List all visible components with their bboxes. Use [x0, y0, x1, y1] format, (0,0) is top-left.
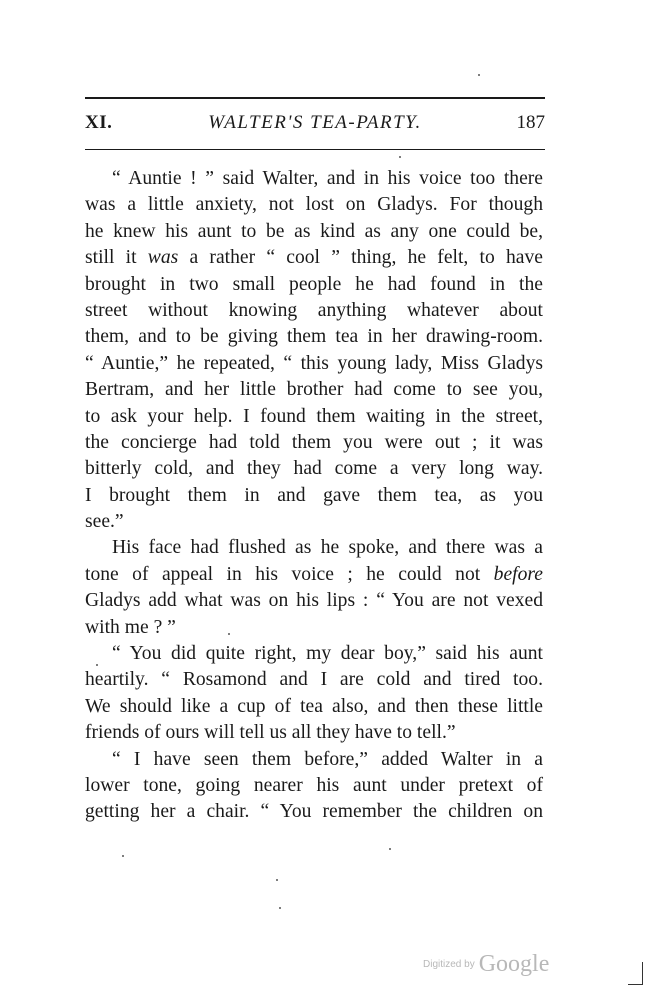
watermark-prefix: Digitized by — [423, 959, 475, 970]
emphasis-run: before — [493, 563, 543, 585]
google-logo: Google — [478, 951, 550, 977]
text-line: street without knowing anything whatever about — [85, 299, 543, 321]
text-line: lower tone, going nearer his aunt under pretext of — [85, 774, 543, 796]
text-line: “ You did quite right, my dear boy,” said his aunt — [112, 643, 543, 665]
text-line: We should like a cup of tea also, and then these little — [85, 695, 543, 717]
running-header — [85, 112, 545, 138]
text-line: heartily. “ Rosamond and I are cold and tired too. — [85, 669, 543, 691]
text-line: to ask your help. I found them waiting in the street, — [85, 405, 543, 427]
text-run: a rather “ cool ” thing, he felt, to have — [178, 247, 543, 269]
page-body — [85, 166, 543, 826]
scan-corner-mark — [628, 962, 643, 985]
text-line: see.” — [85, 511, 124, 533]
text-line: he knew his aunt to be as kind as any one could be, — [85, 220, 543, 242]
scan-speck — [96, 664, 98, 666]
text-line: them, and to be giving them tea in her drawing-room. — [85, 326, 543, 348]
text-line: “ I have seen them before,” added Walter in a — [112, 748, 543, 770]
scan-speck — [279, 907, 281, 909]
text-line — [85, 562, 543, 588]
digitized-by-google-watermark — [423, 951, 549, 981]
text-line: “ Auntie,” he repeated, “ this young lady, Miss Gladys — [85, 352, 543, 374]
emphasis-run: was — [147, 247, 179, 269]
scan-speck — [389, 848, 391, 850]
scan-speck — [399, 156, 401, 158]
scan-speck — [122, 855, 124, 857]
text-line: His face had flushed as he spoke, and there was a — [112, 537, 543, 559]
text-line: Bertram, and her little brother had come to see you, — [85, 379, 543, 401]
text-line: friends of ours will tell us all they have to tell.” — [85, 722, 456, 744]
page-number: 187 — [516, 112, 545, 133]
text-line — [85, 245, 543, 271]
scan-speck — [276, 879, 278, 881]
scan-speck — [478, 74, 480, 76]
text-line: was a little anxiety, not lost on Gladys. For though — [85, 194, 543, 216]
text-run: still it — [85, 247, 148, 269]
text-line: with me ? ” — [85, 616, 176, 638]
text-line: brought in two small people he had found in the — [85, 273, 543, 295]
text-line: the concierge had told them you were out ; it was — [85, 431, 543, 453]
running-title: WALTER'S TEA-PARTY. — [208, 112, 422, 133]
text-line: getting her a chair. “ You remember the children on — [85, 801, 543, 823]
text-run: tone of appeal in his voice ; he could not — [85, 563, 494, 585]
header-bottom-rule — [85, 149, 545, 150]
header-top-rule — [85, 97, 545, 99]
scan-speck — [228, 633, 230, 635]
chapter-number: XI. — [85, 112, 113, 133]
text-line: bitterly cold, and they had come a very long way. — [85, 458, 543, 480]
text-line: I brought them in and gave them tea, as you — [85, 484, 543, 506]
text-line: Gladys add what was on his lips : “ You are not vexed — [85, 590, 543, 612]
text-line: “ Auntie ! ” said Walter, and in his voice too there — [112, 168, 543, 189]
